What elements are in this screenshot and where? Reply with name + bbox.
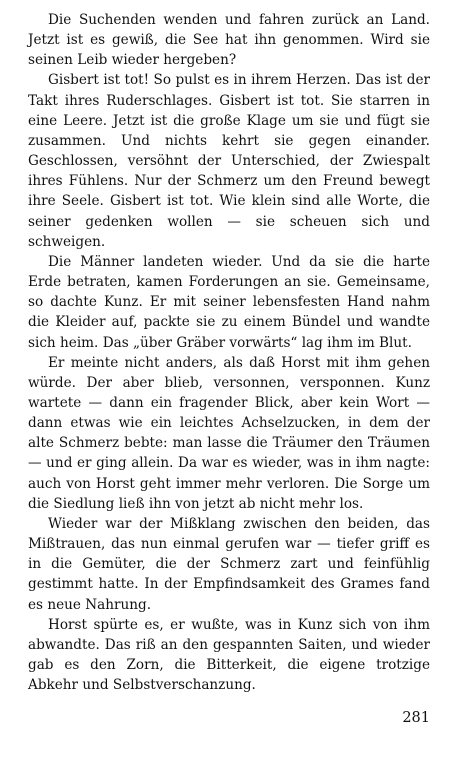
paragraph: Er meinte nicht anders, als daß Horst mit ihm gehen würde. Der aber blieb, versonnen, versponnen. Kunz wartete — dann ein fragender Blick, aber kein Wort — dann etwas wie ein leichtes Achselzucken, in dem der alte Schmerz bebte: man lasse die Träumer den Träumen — und er ging allein. Da war es wieder, was in ihm nagte: auch von Horst geht immer mehr verloren. Die Sorge um die Siedlung ließ ihn von jetzt ab nicht mehr los. bbox=[28, 354, 430, 512]
paragraph: Die Suchenden wenden und fahren zurück an Land. Jetzt ist es gewiß, die See hat ihn genommen. Wird sie seinen Leib wieder hergeben? bbox=[28, 12, 430, 69]
paragraph: Gisbert ist tot! So pulst es in ihrem Herzen. Das ist der Takt ihres Ruderschlages. Gisbert ist tot. Sie starren in eine Leere. Jetzt ist die große Klage um sie und fügt sie zusammen. Und nichts kehrt sie gegen einander. Geschlossen, versöhnt der Unterschied, der Zwiespalt ihres Fühlens. Nur der Schmerz um den Freund bewegt ihre Seele. Gisbert ist tot. Wie klein sind alle Worte, die seiner gedenken wollen — sie scheuen sich und schweigen. bbox=[28, 72, 430, 250]
body-text bbox=[28, 10, 430, 695]
paragraph: Wieder war der Mißklang zwischen den beiden, das Mißtrauen, das nun einmal gerufen war — tiefer griff es in die Gemüter, die der Schmerz zart und feinfühlig gestimmt hatte. In der Empfindsamkeit des Grames fand es neue Nahrung. bbox=[28, 515, 430, 613]
page-number: 281 bbox=[402, 710, 430, 726]
paragraph: Die Männer landeten wieder. Und da sie die harte Erde betraten, kamen Forderungen an sie. Gemeinsame, so dachte Kunz. Er mit seiner lebensfesten Hand nahm die Kleider auf, packte sie zu einem Bündel und wandte sich heim. Das „über Gräber vorwärts“ lag ihm im Blut. bbox=[28, 253, 430, 351]
paragraph: Horst spürte es, er wußte, was in Kunz sich von ihm abwandte. Das riß an den gespannten Saiten, und wieder gab es den Zorn, die Bitterkeit, die eigene trotzige Abkehr und Selbstverschanzung. bbox=[28, 616, 430, 694]
